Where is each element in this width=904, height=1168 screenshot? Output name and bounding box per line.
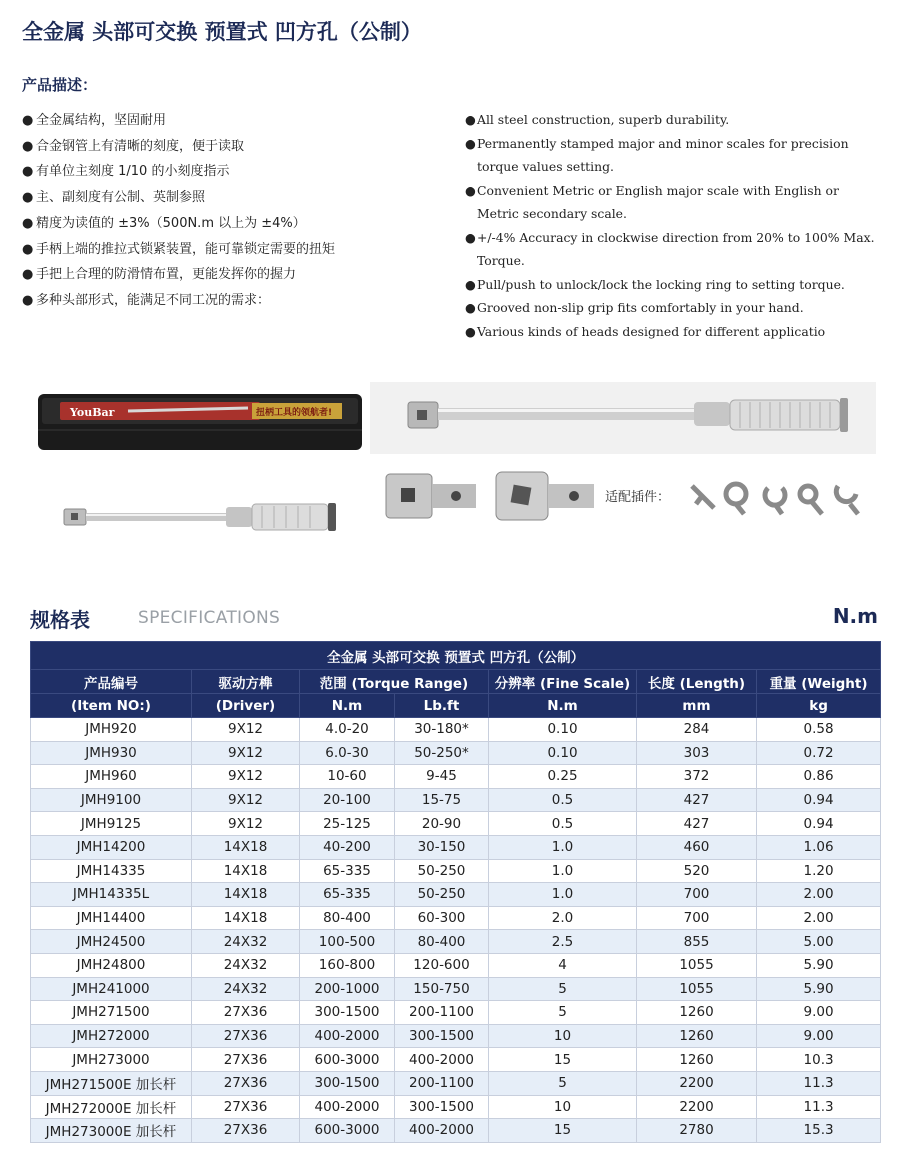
bullet-icon: ● [22,292,34,308]
header-item-cn: 产品编号 [31,670,192,694]
cell-range-nm: 400-2000 [300,1095,395,1119]
feature-item-cn [22,237,335,263]
description-heading: 产品描述： [22,76,98,94]
bullet-icon: ● [465,182,476,198]
cell-driver: 14X18 [192,883,300,907]
table-row [31,906,881,930]
cell-weight: 10.3 [757,1048,881,1072]
cell-item-no: JMH920 [31,718,192,742]
cell-item-no: JMH24800 [31,953,192,977]
cell-driver: 27X36 [192,1071,300,1095]
cell-item-no: JMH241000 [31,977,192,1001]
cell-fine-scale: 1.0 [489,883,637,907]
bullet-icon: ● [22,138,34,154]
table-row [31,765,881,789]
bullet-icon: ● [22,164,34,180]
specs-title: 规格表 [30,608,90,632]
header-torque-range: 范围 (Torque Range) [300,670,489,694]
cell-range-lbft: 30-180* [395,718,489,742]
header-length: 长度 (Length) [637,670,757,694]
cell-fine-scale: 0.5 [489,788,637,812]
cell-range-nm: 400-2000 [300,1024,395,1048]
table-title: 全金属 头部可交换 预置式 凹方孔（公制） [31,642,881,670]
cell-driver: 14X18 [192,859,300,883]
feature-text: 有单位主刻度 1/10 的小刻度指示 [36,164,230,180]
cell-range-lbft: 50-250 [395,859,489,883]
cell-weight: 0.86 [757,765,881,789]
cell-range-lbft: 20-90 [395,812,489,836]
cell-item-no: JMH272000 [31,1024,192,1048]
bullet-icon: ● [465,229,476,245]
cell-range-nm: 100-500 [300,930,395,954]
cell-weight: 11.3 [757,1095,881,1119]
cell-item-no: JMH271500 [31,1001,192,1025]
cell-weight: 2.00 [757,883,881,907]
cell-driver: 9X12 [192,741,300,765]
cell-item-no: JMH9100 [31,788,192,812]
table-row [31,977,881,1001]
table-row [31,741,881,765]
cell-range-lbft: 80-400 [395,930,489,954]
specifications-table-body [31,718,881,1143]
cell-fine-scale: 1.0 [489,859,637,883]
cell-weight: 5.90 [757,977,881,1001]
bullet-icon: ● [465,323,476,339]
header-weight: 重量 (Weight) [757,670,881,694]
cell-length: 700 [637,883,757,907]
cell-item-no: JMH24500 [31,930,192,954]
specs-subtitle: SPECIFICATIONS [138,608,281,628]
feature-item-en [465,226,875,273]
feature-text: Convenient Metric or English major scale with English or Metric secondary scale. [477,182,839,221]
feature-text: 手柄上端的推拉式锁紧装置，能可靠锁定需要的扭矩 [36,241,336,257]
cell-driver: 24X32 [192,930,300,954]
cell-fine-scale: 0.10 [489,741,637,765]
cell-item-no: JMH9125 [31,812,192,836]
cell-range-nm: 10-60 [300,765,395,789]
feature-text: +/-4% Accuracy in clockwise direction from 20% to 100% Max. Torque. [477,229,875,268]
feature-text: Permanently stamped major and minor scales for precision torque values setting. [477,135,849,174]
feature-item-cn [22,211,335,237]
table-row [31,953,881,977]
bullet-icon: ● [465,135,476,151]
cell-fine-scale: 5 [489,1001,637,1025]
cell-range-lbft: 400-2000 [395,1048,489,1072]
cell-weight: 0.72 [757,741,881,765]
cell-driver: 24X32 [192,977,300,1001]
feature-item-cn [22,159,335,185]
bullet-icon: ● [465,300,476,315]
cell-range-nm: 40-200 [300,835,395,859]
cell-item-no: JMH960 [31,765,192,789]
cell-weight: 0.58 [757,718,881,742]
cell-range-lbft: 150-750 [395,977,489,1001]
cell-driver: 27X36 [192,1024,300,1048]
cell-range-lbft: 200-1100 [395,1071,489,1095]
cell-fine-scale: 2.5 [489,930,637,954]
cell-driver: 27X36 [192,1001,300,1025]
cell-length: 427 [637,812,757,836]
cell-range-nm: 160-800 [300,953,395,977]
cell-weight: 5.00 [757,930,881,954]
table-row [31,1048,881,1072]
cell-range-lbft: 60-300 [395,906,489,930]
feature-item-cn [22,108,335,134]
cell-range-lbft: 300-1500 [395,1095,489,1119]
cell-length: 2200 [637,1095,757,1119]
cell-weight: 9.00 [757,1024,881,1048]
cell-fine-scale: 5 [489,977,637,1001]
cell-driver: 9X12 [192,718,300,742]
bullet-icon: ● [22,267,34,283]
header-item-en: (Item NO:) [31,694,192,718]
cell-range-lbft: 9-45 [395,765,489,789]
header-weight-unit: kg [757,694,881,718]
feature-item-en [465,179,875,226]
page-title: 全金属 头部可交换 预置式 凹方孔（公制） [22,20,422,44]
header-driver-cn: 驱动方榫 [192,670,300,694]
bullet-icon: ● [22,215,34,231]
cell-range-nm: 600-3000 [300,1119,395,1143]
cell-range-nm: 600-3000 [300,1048,395,1072]
cell-range-lbft: 15-75 [395,788,489,812]
cell-length: 520 [637,859,757,883]
table-row [31,1095,881,1119]
cell-range-nm: 20-100 [300,788,395,812]
header-range-lbft: Lb.ft [395,694,489,718]
bullet-icon: ● [465,112,476,127]
feature-item-cn [22,185,335,211]
table-row [31,1024,881,1048]
cell-fine-scale: 0.25 [489,765,637,789]
specifications-table [30,641,881,1143]
cell-fine-scale: 10 [489,1095,637,1119]
cell-range-nm: 65-335 [300,859,395,883]
cell-length: 1055 [637,953,757,977]
feature-text: Various kinds of heads designed for different applicatio [477,323,826,339]
cell-fine-scale: 0.5 [489,812,637,836]
table-row [31,859,881,883]
cell-range-lbft: 300-1500 [395,1024,489,1048]
cell-range-nm: 25-125 [300,812,395,836]
cell-driver: 9X12 [192,765,300,789]
table-row [31,835,881,859]
cell-range-lbft: 50-250 [395,883,489,907]
cell-item-no: JMH273000E 加长杆 [31,1119,192,1143]
feature-text: Pull/push to unlock/lock the locking ring to setting torque. [477,276,845,292]
cell-range-nm: 4.0-20 [300,718,395,742]
cell-driver: 14X18 [192,835,300,859]
feature-text: Grooved non-slip grip fits comfortably in your hand. [477,300,804,315]
cell-range-nm: 300-1500 [300,1001,395,1025]
feature-text: 多种头部形式，能满足不同工况的需求： [36,292,271,308]
inserts-label: 适配插件： [605,490,671,505]
chinese-feature-list [22,108,335,314]
cell-fine-scale: 10 [489,1024,637,1048]
wrench-heads-image [384,468,596,526]
cell-length: 1260 [637,1024,757,1048]
cell-weight: 5.90 [757,953,881,977]
feature-item-en [465,320,875,344]
bullet-icon: ● [22,113,34,128]
cell-driver: 14X18 [192,906,300,930]
cell-fine-scale: 2.0 [489,906,637,930]
cell-range-lbft: 400-2000 [395,1119,489,1143]
cell-length: 700 [637,906,757,930]
cell-range-lbft: 200-1100 [395,1001,489,1025]
cell-item-no: JMH273000 [31,1048,192,1072]
header-length-unit: mm [637,694,757,718]
bullet-icon: ● [22,190,34,206]
cell-length: 2780 [637,1119,757,1143]
feature-item-cn [22,134,335,160]
cell-range-nm: 300-1500 [300,1071,395,1095]
feature-text: All steel construction, superb durability. [477,112,730,127]
case-brand-text: YouBar [70,406,115,419]
cell-weight: 1.20 [757,859,881,883]
table-row [31,718,881,742]
english-feature-list [465,108,875,343]
table-row [31,930,881,954]
feature-item-cn [22,262,335,288]
cell-weight: 9.00 [757,1001,881,1025]
cell-weight: 15.3 [757,1119,881,1143]
bullet-icon: ● [22,241,34,257]
cell-item-no: JMH14400 [31,906,192,930]
feature-text: 手把上合理的防滑情布置，更能发挥你的握力 [36,267,297,283]
feature-item-en [465,273,875,297]
cell-length: 303 [637,741,757,765]
cell-range-lbft: 50-250* [395,741,489,765]
table-row [31,1071,881,1095]
cell-weight: 11.3 [757,1071,881,1095]
table-row [31,788,881,812]
cell-driver: 27X36 [192,1048,300,1072]
long-wrench-image [370,382,876,454]
case-slogan-text: 扭柄工具的领航者! [256,408,333,418]
header-fine-unit: N.m [489,694,637,718]
cell-item-no: JMH14335 [31,859,192,883]
cell-range-lbft: 30-150 [395,835,489,859]
cell-driver: 27X36 [192,1095,300,1119]
cell-length: 1055 [637,977,757,1001]
cell-range-nm: 200-1000 [300,977,395,1001]
header-driver-en: (Driver) [192,694,300,718]
feature-text: 主、副刻度有公制、英制参照 [36,190,206,206]
cell-item-no: JMH930 [31,741,192,765]
table-row [31,1119,881,1143]
feature-text: 精度为读值的 ±3%（500N.m 以上为 ±4%） [36,215,306,231]
cell-length: 427 [637,788,757,812]
header-fine-scale: 分辨率 (Fine Scale) [489,670,637,694]
feature-text: 全金属结构，坚固耐用 [36,113,167,128]
wrench-case-image [38,394,362,450]
cell-weight: 0.94 [757,812,881,836]
cell-weight: 1.06 [757,835,881,859]
cell-length: 372 [637,765,757,789]
cell-driver: 27X36 [192,1119,300,1143]
cell-fine-scale: 5 [489,1071,637,1095]
cell-driver: 9X12 [192,812,300,836]
cell-length: 855 [637,930,757,954]
feature-item-cn [22,288,335,314]
cell-driver: 9X12 [192,788,300,812]
feature-item-en [465,132,875,179]
insert-tools-image [686,474,866,520]
cell-item-no: JMH271500E 加长杆 [31,1071,192,1095]
cell-fine-scale: 1.0 [489,835,637,859]
cell-length: 1260 [637,1001,757,1025]
cell-item-no: JMH272000E 加长杆 [31,1095,192,1119]
specs-unit: N.m [832,604,878,628]
cell-range-nm: 65-335 [300,883,395,907]
table-row [31,812,881,836]
small-wrench-image [60,495,342,537]
feature-item-en [465,108,875,132]
cell-driver: 24X32 [192,953,300,977]
cell-range-lbft: 120-600 [395,953,489,977]
cell-fine-scale: 0.10 [489,718,637,742]
cell-fine-scale: 15 [489,1048,637,1072]
feature-text: 合金钢管上有清晰的刻度，便于读取 [36,138,245,154]
cell-weight: 0.94 [757,788,881,812]
cell-fine-scale: 4 [489,953,637,977]
cell-length: 1260 [637,1048,757,1072]
cell-length: 2200 [637,1071,757,1095]
table-row [31,1001,881,1025]
cell-item-no: JMH14335L [31,883,192,907]
bullet-icon: ● [465,276,476,292]
header-range-nm: N.m [300,694,395,718]
cell-fine-scale: 15 [489,1119,637,1143]
cell-item-no: JMH14200 [31,835,192,859]
feature-item-en [465,296,875,320]
table-row [31,883,881,907]
cell-weight: 2.00 [757,906,881,930]
cell-range-nm: 6.0-30 [300,741,395,765]
cell-length: 460 [637,835,757,859]
cell-length: 284 [637,718,757,742]
cell-range-nm: 80-400 [300,906,395,930]
